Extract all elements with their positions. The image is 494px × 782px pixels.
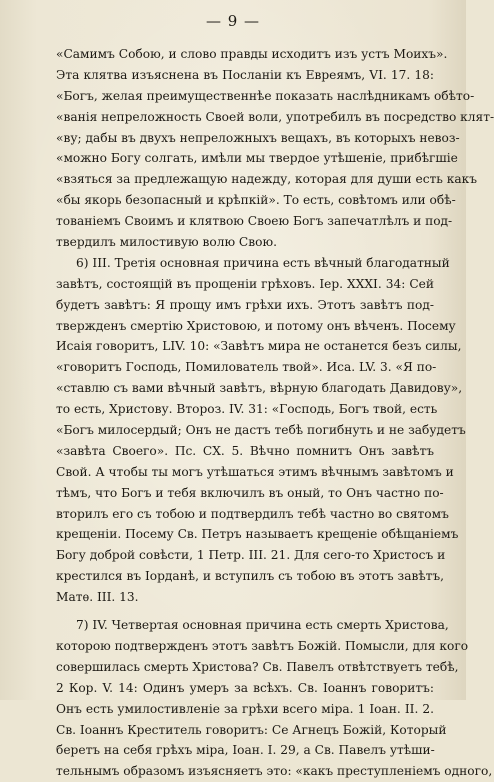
- text-line: «ванія непреложность Своей воли, употребилъ въ посредство клят-: [56, 109, 494, 124]
- text-line: Свой. А чтобы ты могъ утѣшаться этимъ вѣчнымъ завѣтомъ и: [56, 464, 454, 479]
- text-line: «бы якорь безопасный и крѣпкій». То есть, совѣтомъ или обѣ-: [56, 193, 456, 208]
- text-line: тѣмъ, что Богъ и тебя включилъ въ оный, то Онъ частно по-: [56, 485, 444, 500]
- text-line: тельнымъ образомъ изъясняетъ это: «какъ преступленіемъ одного,: [56, 764, 493, 779]
- text-line: будетъ завѣтъ: Я прощу имъ грѣхи ихъ. Этотъ завѣтъ под-: [56, 297, 434, 312]
- text-line: совершилась смерть Христова? Св. Павелъ отвѣтствуетъ тебѣ,: [56, 659, 459, 674]
- text-line: «Богъ милосердый; Онъ не дастъ тебѣ погибнуть и не забудетъ: [56, 423, 466, 438]
- text-line: беретъ на себя грѣхъ міра, Іоан. I. 29, а Св. Павелъ утѣши-: [56, 743, 435, 758]
- text-line: «взяться за предлежащую надежду, которая для души есть какъ: [56, 172, 478, 187]
- text-line: твержденъ смертію Христовою, и потому онъ вѣченъ. Посему: [56, 318, 456, 333]
- text-line: тованіемъ Своимъ и клятвою Своею Богъ запечатлѣлъ и под-: [56, 214, 453, 229]
- text-line: Матѳ. III. 13.: [56, 590, 139, 605]
- text-line: Онъ есть умилостивленіе за грѣхи всего міра. 1 Іоан. II. 2.: [56, 701, 434, 716]
- text-line: вторилъ его съ тобою и подтвердилъ тебѣ частно во святомъ: [56, 506, 449, 521]
- text-line: завѣтъ, состоящій въ прощеніи грѣховъ. Iер. XXXI. 34: Сей: [56, 276, 434, 291]
- text-line: Богу доброй совѣсти, 1 Петр. III. 21. Для сего-то Христосъ и: [56, 548, 446, 563]
- text-line: Св. Іоаннъ Креститель говоритъ: Се Агнецъ Божій, Который: [56, 722, 447, 737]
- text-line: твердилъ милостивую волю Свою.: [56, 235, 277, 250]
- text-line: Исаія говоритъ, LIV. 10: «Завѣтъ мира не останется безъ силы,: [56, 339, 462, 354]
- text-line: 2 Кор. V. 14: Одинъ умеръ за всѣхъ. Св. Іоаннъ говоритъ:: [56, 680, 434, 695]
- text-line: то есть, Христову. Второз. IV. 31: «Господь, Богъ твой, есть: [56, 402, 438, 417]
- text-line: «можно Богу солгать, имѣли мы твердое утѣшеніе, прибѣгшіе: [56, 151, 458, 166]
- paragraph-start-line: 7) IV. Четвертая основная причина есть смерть Христова,: [76, 618, 449, 633]
- text-line: крестился въ Iорданѣ, и вступилъ съ тобою въ этотъ завѣтъ,: [56, 569, 445, 584]
- text-line: «говоритъ Господь, Помилователь твой». Иса. LV. 3. «Я по-: [56, 360, 437, 375]
- text-line: которою подтвержденъ этотъ завѣтъ Божій. Помысли, для кого: [56, 638, 469, 653]
- text-line: крещеніи. Посему Св. Петръ называетъ крещеніе обѣщаніемъ: [56, 527, 459, 542]
- paragraph-start-line: 6) III. Третія основная причина есть вѣчный благодатный: [76, 255, 450, 270]
- page-body-text: [56, 44, 494, 782]
- text-line: «завѣта Своего». Пс. CX. 5. Вѣчно помнитъ Онъ завѣтъ: [56, 443, 434, 458]
- text-line: «ву; дабы въ двухъ непреложныхъ вещахъ, въ которыхъ невоз-: [56, 130, 460, 145]
- text-line: Эта клятва изъяснена въ Посланіи къ Евреямъ, VI. 17. 18:: [56, 67, 434, 82]
- text-line: «Богъ, желая преимущественнѣе показать наслѣдникамъ обѣто-: [56, 88, 475, 103]
- text-line: «Самимъ Собою, и слово правды исходитъ изъ устъ Моихъ».: [56, 47, 448, 61]
- page-number: — 9 —: [205, 12, 261, 30]
- paragraph-gap: [56, 608, 434, 615]
- text-line: «ставлю съ вами вѣчный завѣтъ, вѣрную благодать Давидову»,: [56, 381, 463, 396]
